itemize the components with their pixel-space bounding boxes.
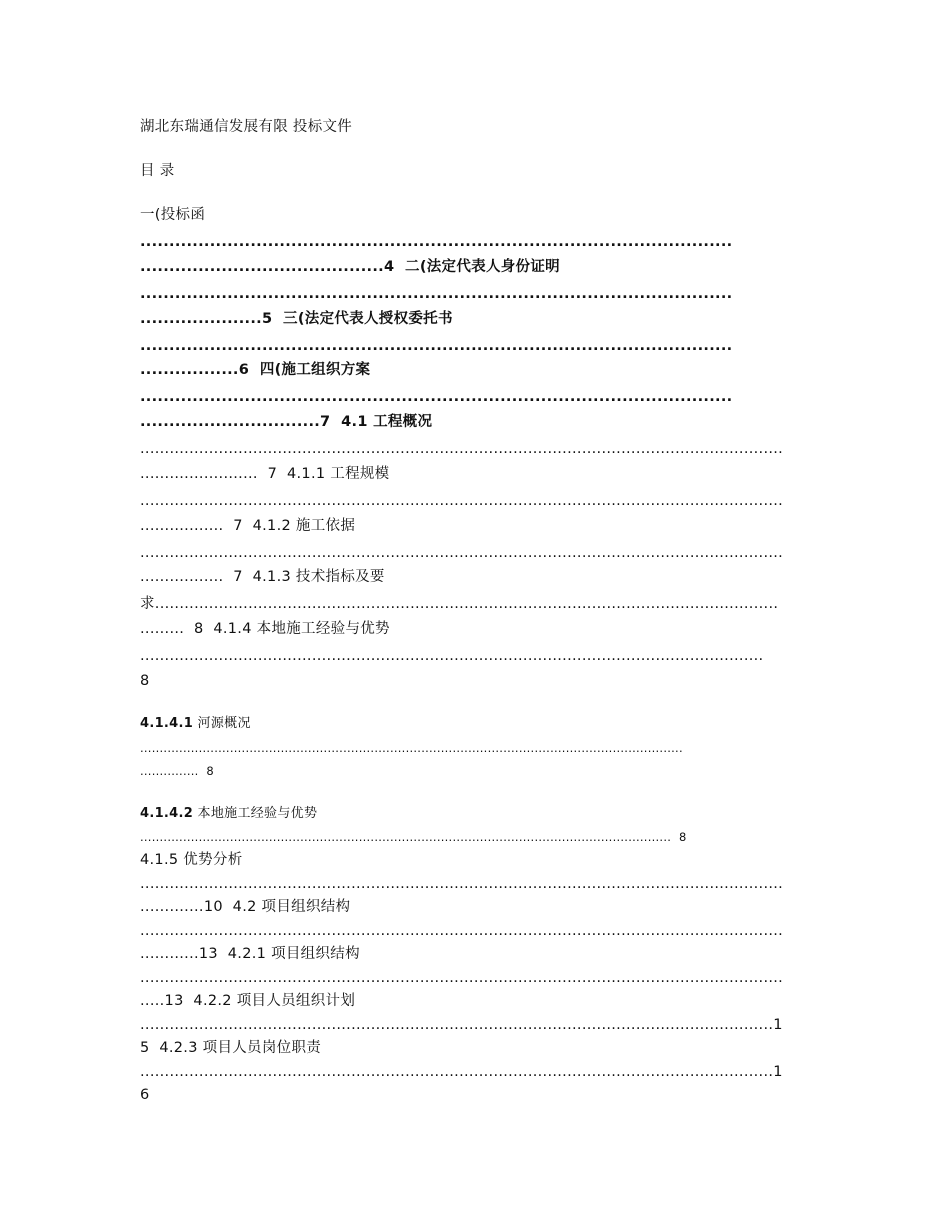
toc-leader-dots: ...................................................................................................... bbox=[140, 338, 733, 354]
toc-page-number: ............... 8 bbox=[140, 764, 214, 778]
toc-entry: .....................5 三(法定代表人授权委托书 bbox=[140, 311, 453, 327]
toc-entry: ...............................7 4.1 工程概况 bbox=[140, 414, 433, 430]
toc-leader-dots: ........................................................................................................................................... bbox=[140, 741, 683, 755]
toc-leader-dots: ...................................................................................................... bbox=[140, 389, 733, 405]
toc-leader-dots: .................................................................................................................................1 bbox=[140, 1017, 783, 1033]
document-header: 湖北东瑞通信发展有限 投标文件 bbox=[140, 119, 353, 135]
toc-entry: ................. 7 4.1.2 施工依据 bbox=[140, 518, 356, 534]
toc-leader-dots: .................................................................................................................................1 bbox=[140, 1064, 783, 1080]
toc-section-number: 4.1.4.1 bbox=[140, 716, 194, 731]
toc-entry: 4.1.5 优势分析 bbox=[140, 852, 243, 868]
toc-leader-dots: ........................................................................................................................................ 8 bbox=[140, 830, 687, 844]
toc-entry: .................6 四(施工组织方案 bbox=[140, 362, 371, 378]
toc-entry: 求............................................................................................................................... bbox=[140, 596, 779, 612]
toc-entry: ................. 7 4.1.3 技术指标及要 bbox=[140, 569, 385, 585]
toc-leader-dots: ................................................................................................................................... bbox=[140, 545, 784, 561]
toc-entry: ..........................................4 二(法定代表人身份证明 bbox=[140, 259, 560, 275]
toc-entry: .....13 4.2.2 项目人员组织计划 bbox=[140, 993, 356, 1009]
toc-title: 目 录 bbox=[140, 163, 175, 179]
toc-entry: .............10 4.2 项目组织结构 bbox=[140, 899, 351, 915]
toc-entry: ........................ 7 4.1.1 工程规模 bbox=[140, 466, 390, 482]
toc-leader-dots: ................................................................................................................................... bbox=[140, 970, 784, 986]
toc-entry: ......... 8 4.1.4 本地施工经验与优势 bbox=[140, 621, 390, 637]
toc-section-number: 4.1.4.2 bbox=[140, 806, 194, 821]
toc-section-title: 本地施工经验与优势 bbox=[193, 806, 318, 821]
toc-entry: 5 4.2.3 项目人员岗位职责 bbox=[140, 1040, 322, 1056]
toc-leader-dots: ................................................................................................................................... bbox=[140, 441, 784, 457]
toc-page-number: 8 bbox=[140, 673, 150, 689]
toc-page-number: 6 bbox=[140, 1087, 150, 1103]
toc-leader-dots: ................................................................................................................................... bbox=[140, 923, 784, 939]
toc-leader-dots: ...................................................................................................... bbox=[140, 234, 733, 250]
toc-entry bbox=[140, 804, 810, 824]
toc-section-title: 河源概况 bbox=[193, 716, 251, 731]
toc-entry bbox=[140, 714, 810, 734]
toc-entry: 一(投标函 bbox=[140, 207, 206, 223]
toc-leader-dots: ............................................................................................................................... bbox=[140, 648, 764, 664]
toc-leader-dots: ................................................................................................................................... bbox=[140, 493, 784, 509]
toc-leader-dots: ................................................................................................................................... bbox=[140, 876, 784, 892]
toc-entry: ............13 4.2.1 项目组织结构 bbox=[140, 946, 360, 962]
toc-leader-dots: ...................................................................................................... bbox=[140, 286, 733, 302]
